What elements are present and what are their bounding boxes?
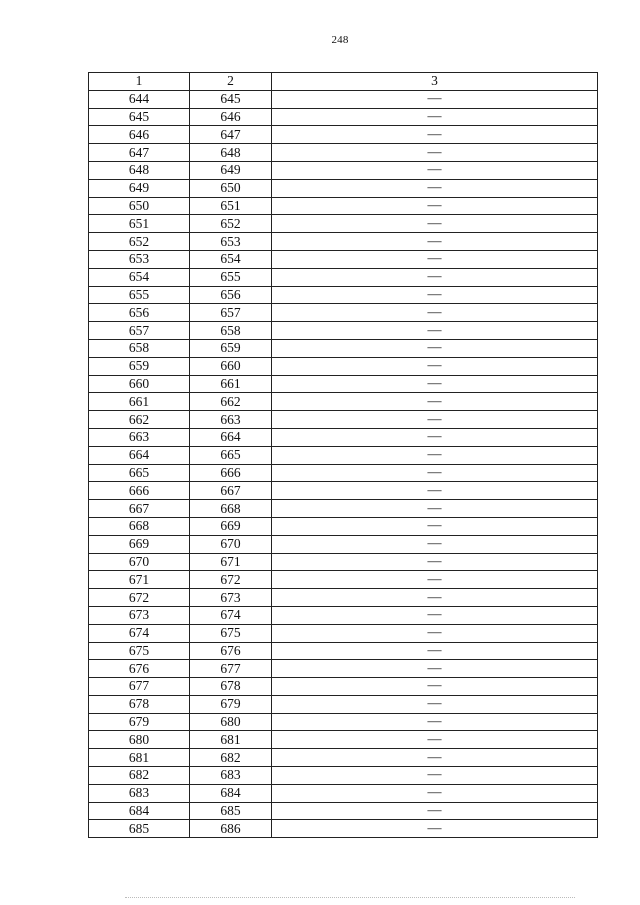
table-cell-col2: 671 (190, 553, 272, 571)
table-row (89, 571, 598, 589)
table-cell-col2: 683 (190, 767, 272, 785)
table-cell-col3: — (272, 624, 598, 642)
table-cell-col3: — (272, 411, 598, 429)
table-row (89, 215, 598, 233)
table-cell-col2: 648 (190, 144, 272, 162)
table-cell-col3: — (272, 108, 598, 126)
column-header-2: 2 (190, 73, 272, 91)
table-cell-col2: 670 (190, 535, 272, 553)
table-cell-col3: — (272, 784, 598, 802)
table-cell-col3: — (272, 375, 598, 393)
table-cell-col1: 652 (89, 233, 190, 251)
table-cell-col1: 685 (89, 820, 190, 838)
page-number: 248 (331, 34, 349, 46)
table-row (89, 482, 598, 500)
table-cell-col2: 651 (190, 197, 272, 215)
table-cell-col3: — (272, 517, 598, 535)
table-row (89, 126, 598, 144)
table-row (89, 393, 598, 411)
table-cell-col3: — (272, 428, 598, 446)
table-row (89, 446, 598, 464)
table-cell-col3: — (272, 197, 598, 215)
table-cell-col3: — (272, 161, 598, 179)
table-cell-col2: 657 (190, 304, 272, 322)
table-cell-col3: — (272, 802, 598, 820)
table-cell-col2: 664 (190, 428, 272, 446)
table-row (89, 339, 598, 357)
table-cell-col3: — (272, 393, 598, 411)
table-cell-col1: 680 (89, 731, 190, 749)
table-cell-col1: 661 (89, 393, 190, 411)
table-body (89, 90, 598, 837)
table-cell-col2: 655 (190, 268, 272, 286)
table-cell-col1: 672 (89, 589, 190, 607)
table-row (89, 304, 598, 322)
table-cell-col3: — (272, 446, 598, 464)
table-cell-col2: 680 (190, 713, 272, 731)
table-cell-col1: 645 (89, 108, 190, 126)
table-cell-col3: — (272, 357, 598, 375)
table-row (89, 820, 598, 838)
table-row (89, 642, 598, 660)
table-cell-col3: — (272, 820, 598, 838)
table-cell-col1: 670 (89, 553, 190, 571)
table-row (89, 250, 598, 268)
table-cell-col2: 677 (190, 660, 272, 678)
table-row (89, 731, 598, 749)
table-cell-col1: 656 (89, 304, 190, 322)
table-cell-col2: 656 (190, 286, 272, 304)
table-cell-col3: — (272, 250, 598, 268)
table-row (89, 517, 598, 535)
table-cell-col2: 653 (190, 233, 272, 251)
table-cell-col2: 686 (190, 820, 272, 838)
table-cell-col3: — (272, 606, 598, 624)
table-cell-col1: 683 (89, 784, 190, 802)
table-cell-col2: 647 (190, 126, 272, 144)
table-cell-col2: 685 (190, 802, 272, 820)
table-cell-col1: 644 (89, 90, 190, 108)
table-cell-col1: 667 (89, 500, 190, 518)
table-cell-col3: — (272, 215, 598, 233)
table-cell-col3: — (272, 90, 598, 108)
table-cell-col3: — (272, 482, 598, 500)
table-cell-col1: 674 (89, 624, 190, 642)
table-cell-col3: — (272, 535, 598, 553)
table-cell-col2: 666 (190, 464, 272, 482)
table-row (89, 589, 598, 607)
table-cell-col3: — (272, 731, 598, 749)
table-cell-col1: 679 (89, 713, 190, 731)
table-cell-col3: — (272, 464, 598, 482)
table-cell-col1: 662 (89, 411, 190, 429)
table-cell-col2: 661 (190, 375, 272, 393)
table-cell-col3: — (272, 286, 598, 304)
table-cell-col2: 650 (190, 179, 272, 197)
table-cell-col1: 664 (89, 446, 190, 464)
table-row (89, 553, 598, 571)
table-row (89, 678, 598, 696)
table-cell-col2: 682 (190, 749, 272, 767)
table-cell-col1: 647 (89, 144, 190, 162)
table-cell-col3: — (272, 126, 598, 144)
table-row (89, 90, 598, 108)
table-cell-col3: — (272, 233, 598, 251)
table-cell-col3: — (272, 642, 598, 660)
table-cell-col3: — (272, 339, 598, 357)
table-row (89, 802, 598, 820)
table-row (89, 464, 598, 482)
table-cell-col2: 662 (190, 393, 272, 411)
table-cell-col2: 649 (190, 161, 272, 179)
table-cell-col2: 645 (190, 90, 272, 108)
table-row (89, 411, 598, 429)
table-cell-col1: 655 (89, 286, 190, 304)
table-row (89, 357, 598, 375)
table-row (89, 233, 598, 251)
table-cell-col3: — (272, 767, 598, 785)
table-cell-col2: 667 (190, 482, 272, 500)
table-cell-col2: 663 (190, 411, 272, 429)
table-cell-col1: 659 (89, 357, 190, 375)
table-cell-col2: 665 (190, 446, 272, 464)
table-cell-col2: 659 (190, 339, 272, 357)
table-cell-col2: 660 (190, 357, 272, 375)
table-row (89, 108, 598, 126)
table-row (89, 535, 598, 553)
table-cell-col3: — (272, 678, 598, 696)
table-cell-col1: 657 (89, 322, 190, 340)
table-cell-col1: 677 (89, 678, 190, 696)
table-cell-col1: 650 (89, 197, 190, 215)
table-cell-col1: 649 (89, 179, 190, 197)
table-cell-col3: — (272, 322, 598, 340)
table-row (89, 428, 598, 446)
table-cell-col1: 675 (89, 642, 190, 660)
table-cell-col2: 681 (190, 731, 272, 749)
table-cell-col1: 653 (89, 250, 190, 268)
table-row (89, 179, 598, 197)
table-cell-col1: 666 (89, 482, 190, 500)
table-cell-col1: 658 (89, 339, 190, 357)
table-cell-col1: 682 (89, 767, 190, 785)
table-cell-col1: 681 (89, 749, 190, 767)
table-row (89, 749, 598, 767)
table-cell-col2: 646 (190, 108, 272, 126)
table-cell-col3: — (272, 695, 598, 713)
table-row (89, 767, 598, 785)
table-cell-col2: 668 (190, 500, 272, 518)
table-cell-col1: 660 (89, 375, 190, 393)
table-cell-col2: 674 (190, 606, 272, 624)
table-cell-col1: 668 (89, 517, 190, 535)
table-row (89, 286, 598, 304)
column-header-1: 1 (89, 73, 190, 91)
table-cell-col3: — (272, 500, 598, 518)
table-cell-col2: 684 (190, 784, 272, 802)
scan-artifact-line (125, 897, 575, 900)
column-header-3: 3 (272, 73, 598, 91)
table-cell-col2: 654 (190, 250, 272, 268)
table-cell-col3: — (272, 571, 598, 589)
table-cell-col3: — (272, 749, 598, 767)
table-row (89, 660, 598, 678)
table-cell-col1: 646 (89, 126, 190, 144)
table-cell-col3: — (272, 589, 598, 607)
table-row (89, 713, 598, 731)
data-table (88, 72, 598, 838)
table-row (89, 606, 598, 624)
table-cell-col2: 678 (190, 678, 272, 696)
table-row (89, 500, 598, 518)
table-row (89, 197, 598, 215)
table-cell-col1: 651 (89, 215, 190, 233)
table-cell-col2: 669 (190, 517, 272, 535)
table-cell-col1: 669 (89, 535, 190, 553)
table-row (89, 161, 598, 179)
table-cell-col1: 648 (89, 161, 190, 179)
table-cell-col1: 684 (89, 802, 190, 820)
table-cell-col1: 671 (89, 571, 190, 589)
table-cell-col1: 663 (89, 428, 190, 446)
table-row (89, 695, 598, 713)
table-cell-col3: — (272, 553, 598, 571)
table-cell-col1: 676 (89, 660, 190, 678)
table-row (89, 268, 598, 286)
table-cell-col3: — (272, 144, 598, 162)
table-row (89, 784, 598, 802)
table-cell-col2: 679 (190, 695, 272, 713)
table-cell-col1: 665 (89, 464, 190, 482)
table-cell-col3: — (272, 304, 598, 322)
table-cell-col2: 676 (190, 642, 272, 660)
table-cell-col2: 672 (190, 571, 272, 589)
table-cell-col2: 675 (190, 624, 272, 642)
table-cell-col1: 654 (89, 268, 190, 286)
table-cell-col3: — (272, 268, 598, 286)
table-cell-col3: — (272, 660, 598, 678)
table-row (89, 375, 598, 393)
table-cell-col2: 652 (190, 215, 272, 233)
table-cell-col3: — (272, 179, 598, 197)
table-row (89, 322, 598, 340)
table-header-row (89, 73, 598, 91)
table-cell-col2: 673 (190, 589, 272, 607)
table-row (89, 624, 598, 642)
table-cell-col2: 658 (190, 322, 272, 340)
table-cell-col1: 678 (89, 695, 190, 713)
table-row (89, 144, 598, 162)
table-cell-col3: — (272, 713, 598, 731)
table-cell-col1: 673 (89, 606, 190, 624)
